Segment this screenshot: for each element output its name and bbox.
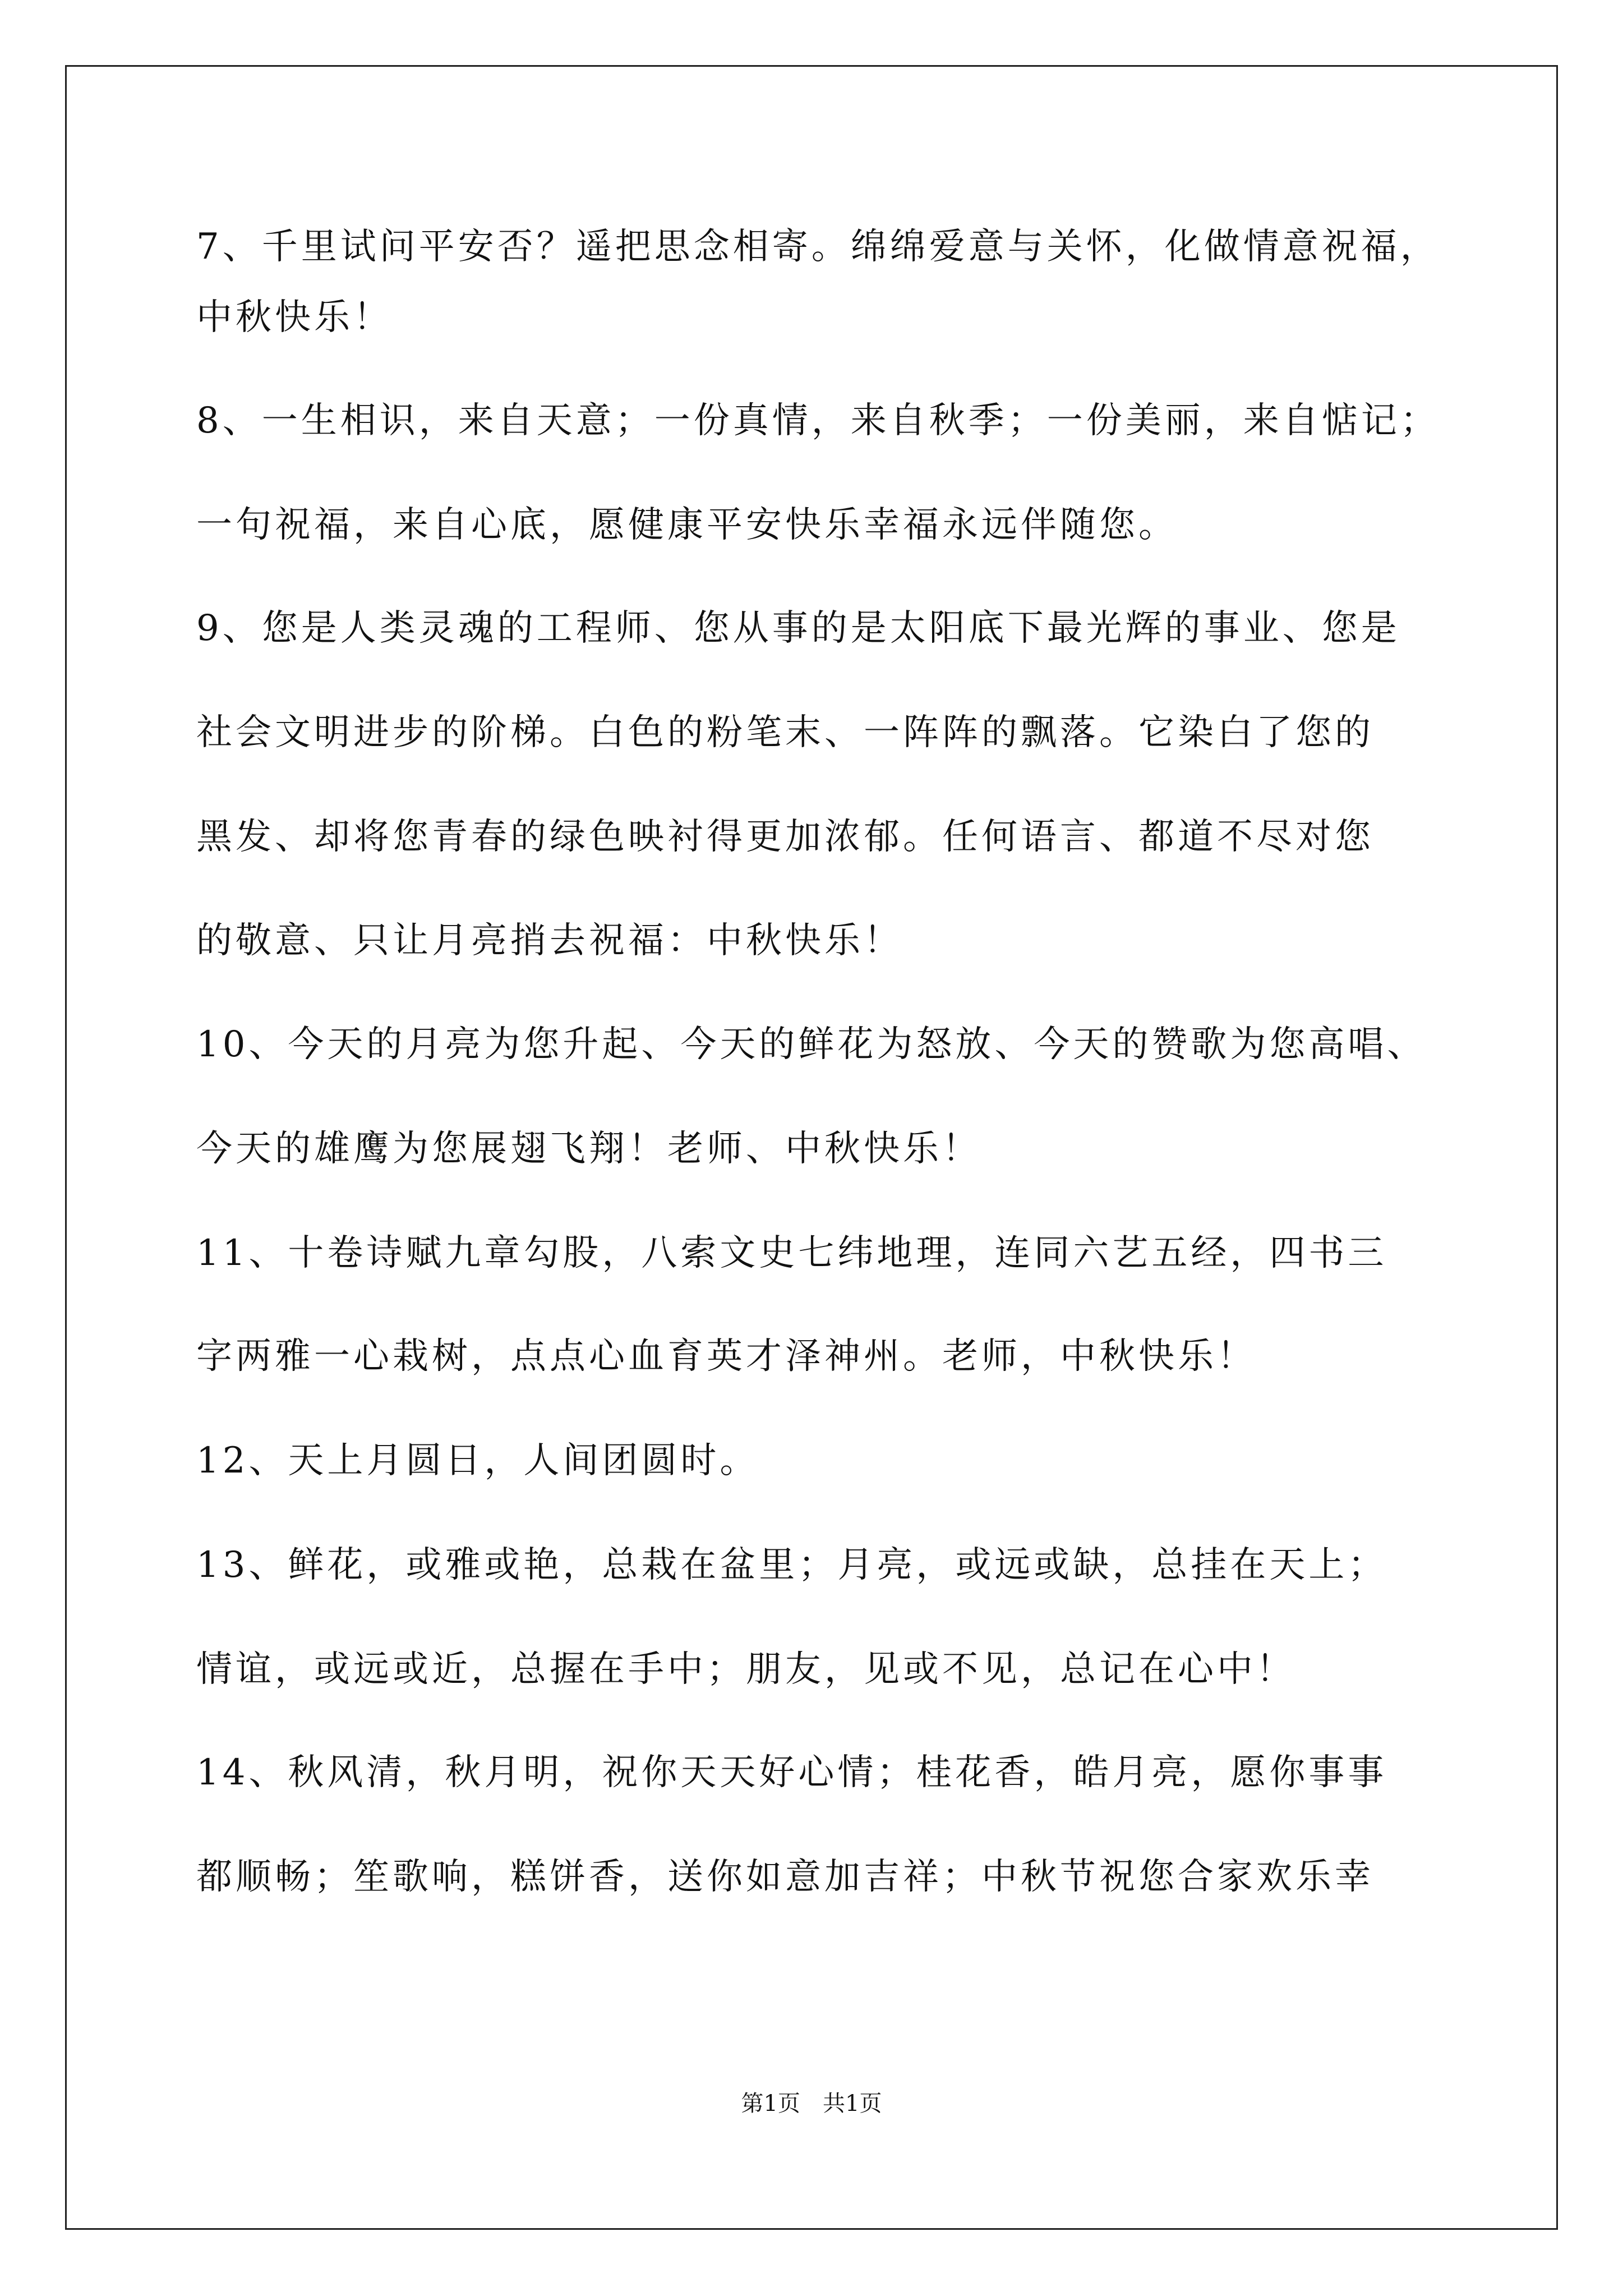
text-line: 社会文明进步的阶梯。白色的粉笔末、一阵阵的飘落。它染白了您的 — [196, 712, 1374, 753]
text-line: 都顺畅；笙歌响，糕饼香，送你如意加吉祥；中秋节祝您合家欢乐幸 — [196, 1856, 1374, 1898]
text-line: 9、您是人类灵魂的工程师、您从事的是太阳底下最光辉的事业、您是 — [196, 608, 1400, 649]
text-line: 14、秋风清，秋月明，祝你天天好心情；桂花香，皓月亮，愿你事事 — [196, 1752, 1387, 1793]
text-line: 7、千里试问平安否？遥把思念相寄。绵绵爱意与关怀，化做情意祝福， — [196, 226, 1440, 268]
page-footer: 第1页 共1页 — [741, 2091, 882, 2116]
text-line: 情谊，或远或近，总握在手中；朋友，见或不见，总记在心中！ — [196, 1649, 1295, 1690]
text-line: 11、十卷诗赋九章勾股，八索文史七纬地理，连同六艺五经，四书三 — [196, 1232, 1387, 1274]
text-line: 字两雅一心栽树，点点心血育英才泽神州。老师，中秋快乐！ — [196, 1336, 1256, 1377]
text-line: 12、天上月圆日，人间团圆时。 — [196, 1440, 759, 1481]
text-line: 一句祝福，来自心底，愿健康平安快乐幸福永远伴随您。 — [196, 504, 1178, 546]
text-line: 黑发、却将您青春的绿色映衬得更加浓郁。任何语言、都道不尽对您 — [196, 816, 1374, 858]
text-line: 8、一生相识，来自天意；一份真情，来自秋季；一份美丽，来自惦记； — [196, 400, 1440, 441]
text-line: 今天的雄鹰为您展翅飞翔！老师、中秋快乐！ — [196, 1128, 981, 1170]
text-line: 10、今天的月亮为您升起、今天的鲜花为怒放、今天的赞歌为您高唱、 — [196, 1024, 1427, 1065]
text-line: 13、鲜花，或雅或艳，总栽在盆里；月亮，或远或缺，总挂在天上； — [196, 1544, 1387, 1586]
text-line: 中秋快乐！ — [196, 297, 393, 338]
text-line: 的敬意、只让月亮捎去祝福：中秋快乐！ — [196, 920, 903, 961]
